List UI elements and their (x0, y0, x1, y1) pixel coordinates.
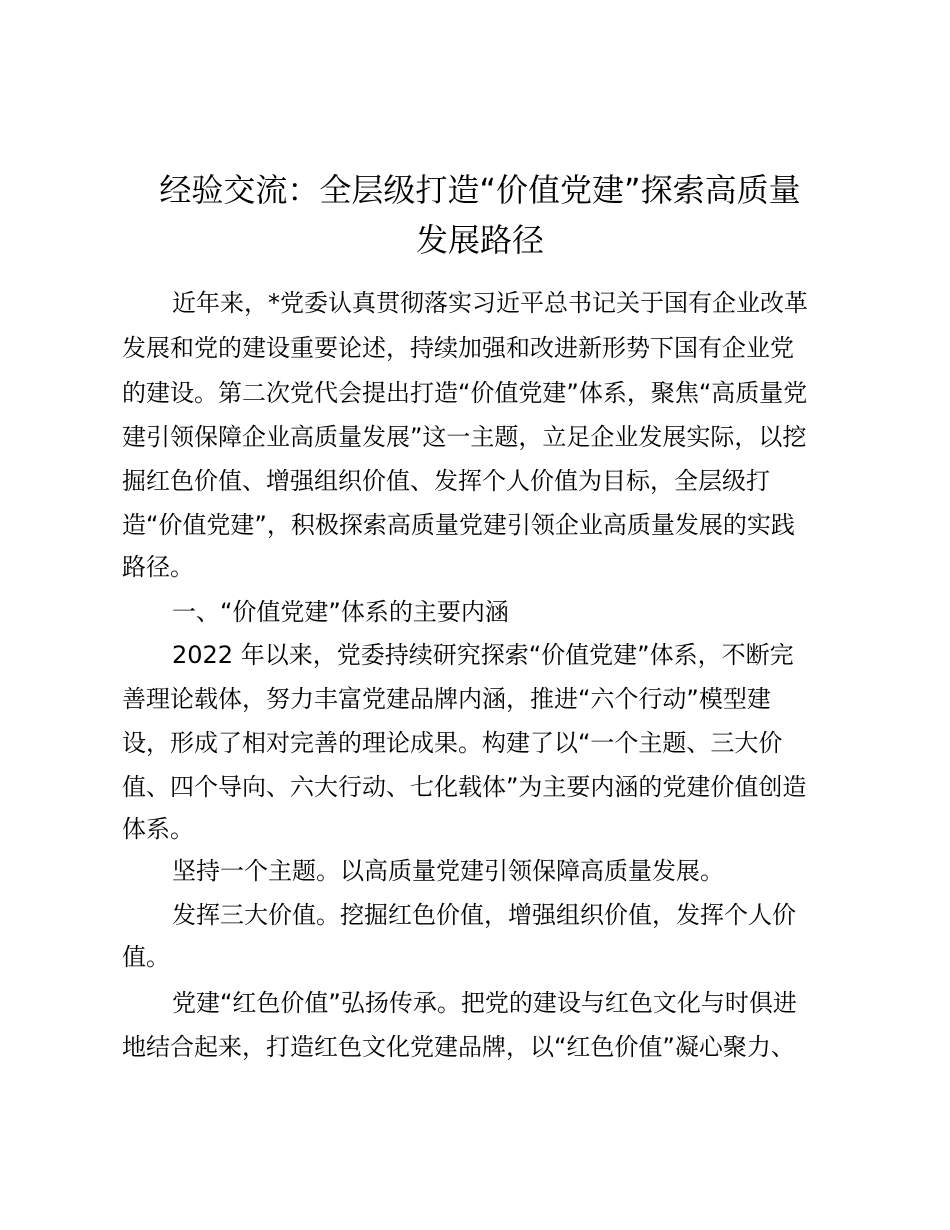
paragraph-line: 党建“红色价值”弘扬传承。把党的建设与红色文化与时俱进 (172, 989, 797, 1017)
paragraph-line: 善理论载体，努力丰富党建品牌内涵，推进“六个行动”模型建 (122, 685, 771, 713)
paragraph-line: 值。 (122, 943, 170, 971)
document-title-line-2: 发展路径 (415, 221, 544, 259)
paragraph-line: 近年来，*党委认真贯彻落实习近平总书记关于国有企业改革 (172, 289, 808, 317)
paragraph-line: 造“价值党建”，积极探索高质量党建引领企业高质量发展的实践 (122, 511, 795, 539)
section-heading: 一、“价值党建”体系的主要内涵 (172, 598, 509, 626)
paragraph-line: 坚持一个主题。以高质量党建引领保障高质量发展。 (172, 857, 724, 885)
paragraph-line: 2022 年以来，党委持续研究探索“价值党建”体系，不断完 (172, 641, 794, 669)
paragraph-line: 值、四个导向、六大行动、七化载体”为主要内涵的党建价值创造 (122, 773, 807, 801)
paragraph-line: 路径。 (122, 553, 194, 581)
paragraph-line: 发展和党的建设重要论述，持续加强和改进新形势下国有企业党 (122, 334, 794, 362)
paragraph-line: 地结合起来，打造红色文化党建品牌，以“红色价值”凝心聚力、 (122, 1033, 795, 1061)
paragraph-line: 发挥三大价值。挖掘红色价值，增强组织价值，发挥个人价 (172, 901, 796, 929)
paragraph-line: 体系。 (122, 815, 194, 843)
paragraph-line: 设，形成了相对完善的理论成果。构建了以“一个主题、三大价 (122, 729, 783, 757)
paragraph-line: 的建设。第二次党代会提出打造“价值党建”体系，聚焦“高质量党 (122, 379, 808, 407)
paragraph-line: 掘红色价值、增强组织价值、发挥个人价值为目标，全层级打 (122, 467, 770, 495)
paragraph-line: 建引领保障企业高质量发展”这一主题，立足企业发展实际，以挖 (122, 423, 807, 451)
document-title-line-1: 经验交流：全层级打造“价值党建”探索高质量 (159, 171, 801, 209)
